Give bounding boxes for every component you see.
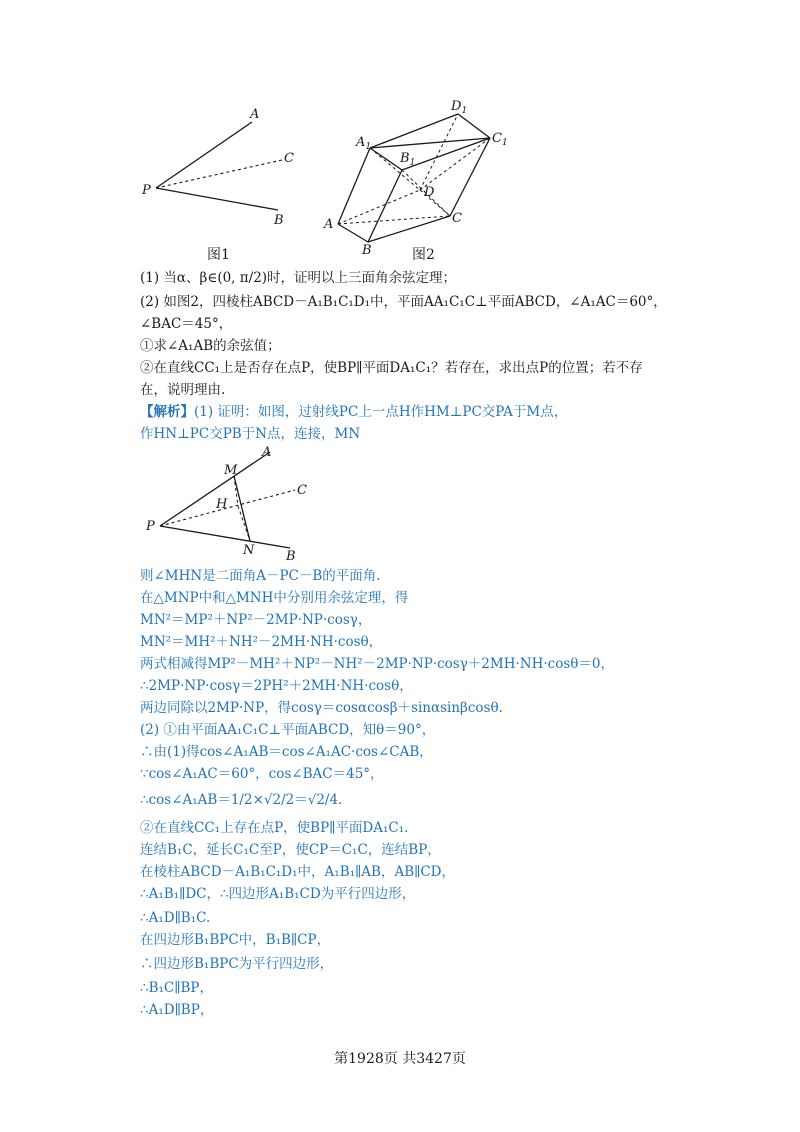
solution-line-16: 在棱柱ABCD－A₁B₁C₁D₁中，A₁B₁∥AB，AB∥CD， bbox=[140, 864, 456, 880]
label-c: C bbox=[284, 151, 294, 166]
problem-line-4: ①求∠A₁AB的余弦值； bbox=[140, 338, 281, 354]
label-n: N bbox=[243, 543, 255, 558]
label-b: B bbox=[286, 549, 296, 564]
label-c1: $C_1$ bbox=[492, 131, 508, 148]
solution-line-11: ∴由(1)得cos∠A₁AB＝cos∠A₁AC·cos∠CAB， bbox=[140, 744, 433, 760]
label-a: A bbox=[250, 107, 260, 122]
solution-line-1 bbox=[140, 402, 567, 422]
label-p: P bbox=[146, 519, 155, 534]
figure-2-caption: 图2 bbox=[412, 247, 435, 263]
solution-line-3: 则∠MHN是二面角A－PC－B的平面角. bbox=[140, 568, 381, 584]
solution-line-9: 两边同除以2MP·NP，得cosγ＝cosαcosβ＋sinαsinβcosθ. bbox=[140, 700, 503, 716]
ray-pc bbox=[156, 160, 282, 188]
solution-line-14: ②在直线CC₁上存在点P，使BP∥平面DA₁C₁. bbox=[140, 820, 409, 836]
solution-line-12: ∵cos∠A₁AC＝60°，cos∠BAC＝45°， bbox=[140, 766, 384, 782]
solution-line-5: MN²＝MP²＋NP²－2MP·NP·cosγ， bbox=[140, 612, 372, 628]
label-d: D bbox=[424, 185, 435, 200]
label-d1: $D_1$ bbox=[451, 99, 468, 116]
solution-tag: 【解析】 bbox=[140, 404, 194, 420]
solution-line-1-text: (1) 证明：如图，过射线PC上一点H作HM⊥PC交PA于M点， bbox=[194, 404, 568, 420]
problem-line-5: ②在直线CC₁上是否存在点P，使BP∥平面DA₁C₁？若存在，求出点P的位置；若不存 bbox=[140, 360, 643, 376]
label-b: B bbox=[274, 213, 284, 228]
label-b1: $B_1$ bbox=[400, 151, 416, 168]
solution-line-18: ∴A₁D∥B₁C. bbox=[140, 910, 211, 926]
problem-line-3: ∠BAC＝45°， bbox=[140, 316, 233, 332]
ray-pa bbox=[156, 122, 252, 188]
label-h: H bbox=[216, 497, 228, 512]
figure-3 bbox=[140, 446, 320, 566]
solution-line-2: 作HN⊥PC交PB于N点，连接，MN bbox=[140, 426, 361, 442]
solution-line-17: ∴A₁B₁∥DC，∴四边形A₁B₁CD为平行四边形， bbox=[140, 886, 416, 902]
solution-line-10: (2) ①由平面AA₁C₁C⊥平面ABCD，知θ＝90°， bbox=[140, 722, 436, 738]
solution-line-21: ∴B₁C∥BP， bbox=[140, 980, 213, 996]
solution-line-22: ∴A₁D∥BP， bbox=[140, 1002, 214, 1018]
label-a: A bbox=[262, 446, 272, 460]
problem-line-6: 在，说明理由. bbox=[140, 382, 226, 398]
solution-line-8: ∴2MP·NP·cosγ＝2PH²＋2MH·NH·cosθ， bbox=[140, 678, 413, 694]
problem-line-1: (1) 当α、β∈(0, π/2)时，证明以上三面角余弦定理； bbox=[140, 270, 457, 286]
solution-line-6: MN²＝MH²＋NH²－2MH·NH·cosθ， bbox=[140, 634, 383, 650]
page-footer: 第1928页 共3427页 bbox=[334, 1051, 466, 1067]
label-c: C bbox=[452, 211, 462, 226]
label-p: P bbox=[142, 183, 151, 198]
label-m: M bbox=[224, 463, 238, 478]
figure-2 bbox=[318, 96, 518, 256]
label-a: A bbox=[324, 217, 334, 232]
label-a1: $A_1$ bbox=[356, 135, 372, 152]
problem-line-2: (2) 如图2，四棱柱ABCD－A₁B₁C₁D₁中，平面AA₁C₁C⊥平面ABCD，∠A₁AC＝60°， bbox=[140, 294, 667, 310]
label-b: B bbox=[362, 243, 372, 256]
solution-line-15: 连结B₁C，延长C₁C至P，使CP＝C₁C，连结BP， bbox=[140, 842, 441, 858]
solution-line-4: 在△MNP中和△MNH中分别用余弦定理，得 bbox=[140, 590, 409, 606]
solution-line-7: 两式相减得MP²－MH²＋NP²－NH²－2MP·NP·cosγ＋2MH·NH·cosθ＝0， bbox=[140, 656, 614, 672]
solution-line-19: 在四边形B₁BPC中，B₁B∥CP， bbox=[140, 932, 331, 948]
solution-line-13: ∴cos∠A₁AB＝1/2×√2/2＝√2/4. bbox=[140, 792, 343, 808]
figure-1-caption: 图1 bbox=[207, 247, 230, 263]
ray-pb bbox=[156, 188, 278, 210]
solution-line-20: ∴四边形B₁BPC为平行四边形， bbox=[140, 956, 334, 972]
figure-1 bbox=[130, 100, 310, 240]
label-c: C bbox=[297, 483, 307, 498]
